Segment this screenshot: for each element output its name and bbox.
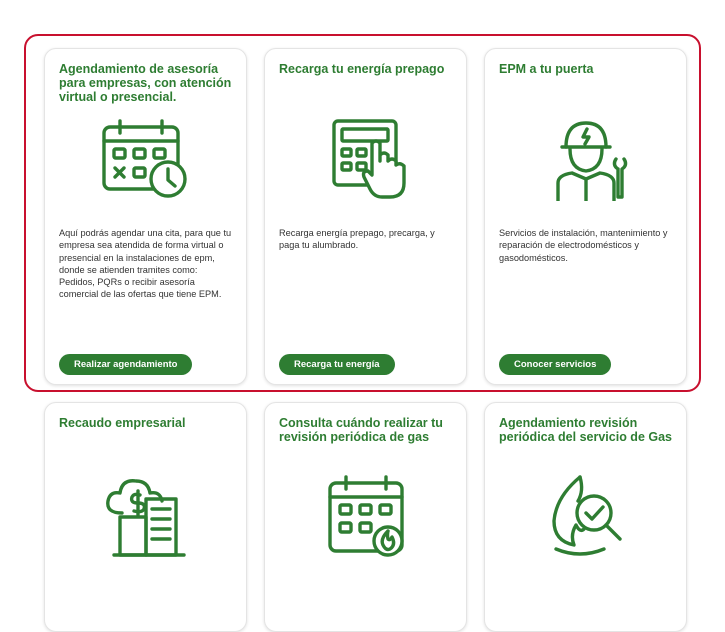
card-epm-a-tu-puerta bbox=[484, 48, 687, 385]
flame-check-icon bbox=[485, 473, 686, 559]
conocer-servicios-button[interactable]: Conocer servicios bbox=[499, 354, 611, 375]
calculator-hand-icon bbox=[265, 117, 466, 201]
recarga-tu-energia-button[interactable]: Recarga tu energía bbox=[279, 354, 395, 375]
card-description: Aquí podrás agendar una cita, para que tu empresa sea atendida de forma virtual o presencial en la instalaciones de epm, donde se atienden tramites como: Pedidos, PQRs o recibir asesoría comercial de las ofertas que tiene EPM. bbox=[59, 228, 232, 300]
calendar-clock-icon bbox=[45, 117, 246, 201]
calendar-gas-icon bbox=[265, 473, 466, 559]
card-description: Servicios de instalación, mantenimiento y reparación de electrodomésticos y gasodomésticos. bbox=[499, 228, 668, 263]
card-recaudo-empresarial bbox=[44, 402, 247, 632]
card-agendamiento-revision-gas bbox=[484, 402, 687, 632]
card-description: Recarga energía prepago, precarga, y paga tu alumbrado. bbox=[279, 228, 435, 251]
card-title: Recarga tu energía prepago bbox=[279, 62, 445, 76]
realizar-agendamiento-button[interactable]: Realizar agendamiento bbox=[59, 354, 192, 375]
card-title: Consulta cuándo realizar tu revisión periódica de gas bbox=[279, 416, 443, 444]
technician-icon bbox=[485, 117, 686, 201]
card-title: Agendamiento de asesoría para empresas, con atención virtual o presencial. bbox=[59, 62, 232, 104]
card-consulta-revision-gas bbox=[264, 402, 467, 632]
card-recarga-energia bbox=[264, 48, 467, 385]
card-title: EPM a tu puerta bbox=[499, 62, 594, 76]
card-title: Agendamiento revisión periódica del servicio de Gas bbox=[499, 416, 672, 444]
cloud-money-building-icon bbox=[45, 473, 246, 559]
card-title: Recaudo empresarial bbox=[59, 416, 186, 430]
card-agendamiento-asesoria bbox=[44, 48, 247, 385]
